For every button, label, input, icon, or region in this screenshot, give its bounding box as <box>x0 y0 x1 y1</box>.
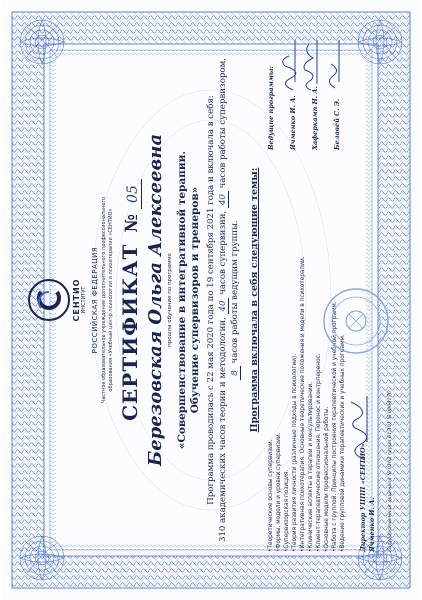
leader-1-name: Ячменко И. А. <box>289 95 297 150</box>
recipient-name: Березовская Ольга Алексеевна <box>145 133 166 467</box>
license-footer: Государственная лицензия № 0162 серия 61Л01 № 0004176 <box>387 390 393 552</box>
leader-3-name: Белавёй С. Э. <box>333 98 341 150</box>
hours-theory: 310 академических часов теории и методологии, <box>218 317 228 542</box>
certificate-title-row <box>118 20 142 580</box>
director-label: Директор УЦПП «СЕНТИО» <box>359 443 367 552</box>
leader-1-signature <box>277 36 297 92</box>
leaders-label: Ведущие программы: <box>267 66 275 150</box>
stamp-icon <box>321 286 391 356</box>
list-item: •Ведение групповой динамики терапевтических и учебных программ. <box>340 334 346 552</box>
hours-group-value: 8 <box>230 366 241 379</box>
list-item: •Клиент-терапевтические отношения. Перенос и контрперенос. <box>316 353 322 552</box>
hours-supervision-value: 40 <box>218 298 229 315</box>
sentio-logo <box>27 278 71 322</box>
certificate-sheet <box>2 0 420 600</box>
list-item: •Формы, модели и уровни супервизии. <box>276 432 282 552</box>
passed-training-label: прошла обучение по программе <box>167 253 173 347</box>
program-title-1: «Совершенствование в интегративной терапии. <box>176 150 188 450</box>
hours-supervisor-value: 40 <box>218 191 229 208</box>
program-dates: Программа проводилась с 22 мая 2020 года по 19 сентября 2021 года и включала в себя: <box>206 95 216 505</box>
country-name: РОССИЙСКАЯ ФЕДЕРАЦИЯ <box>91 246 99 354</box>
leader-3-signature <box>321 36 341 92</box>
list-item: •Супервизорская позиция. <box>284 469 290 552</box>
certificate-number: 05 <box>125 179 142 209</box>
logo-caption: СЕНТИО <box>72 278 81 322</box>
director-signature <box>343 392 373 462</box>
topics-heading: Программа включала в себя следующие темы: <box>249 167 260 433</box>
logo-small-caption: ИНСТИТУТ <box>81 286 87 314</box>
organization-line-2: образования «Учебный центр психологии и психотерапии «СЕНТИО» <box>108 208 114 392</box>
organization-line-1: Частное образовательное учреждение дополнительного профессионального <box>101 196 107 404</box>
hours-supervisor: часов работы супервизором, <box>218 58 228 189</box>
program-hours-2 <box>230 20 240 580</box>
number-label: № <box>122 214 142 233</box>
hours-group: часов работы ведущим группы. <box>230 220 240 364</box>
list-item: •Основные модели профессиональной работы. <box>324 406 330 552</box>
program-hours <box>218 20 228 580</box>
leader-2-signature <box>299 36 319 92</box>
certificate-title: СЕРТИФИКАТ <box>118 243 142 421</box>
program-title-2: Обучение супервизоров и тренеров» <box>189 186 201 414</box>
list-item: •Теоретические основы супервизии. <box>268 439 274 552</box>
director-name: Ячменко И. А. <box>368 497 376 552</box>
sentio-logo-icon <box>27 278 71 322</box>
certificate-content <box>21 20 401 580</box>
list-item: •Теория развития личности (различные подходы в психологии). <box>292 353 298 552</box>
leader-2-name: Хаферкамп Н. А. <box>311 86 319 150</box>
hours-supervision: часов супервизии, <box>218 210 228 295</box>
official-stamp <box>321 286 391 356</box>
list-item: •Интегративная психотерапия. Основные теоретические положения и модели в психотерапии. <box>300 256 306 552</box>
list-item: •Работа с группой. Принципы построения терапевтической и учебной программ. <box>332 301 338 552</box>
list-item: •Клинические аспекты в терапии и консультировании. <box>308 381 314 552</box>
